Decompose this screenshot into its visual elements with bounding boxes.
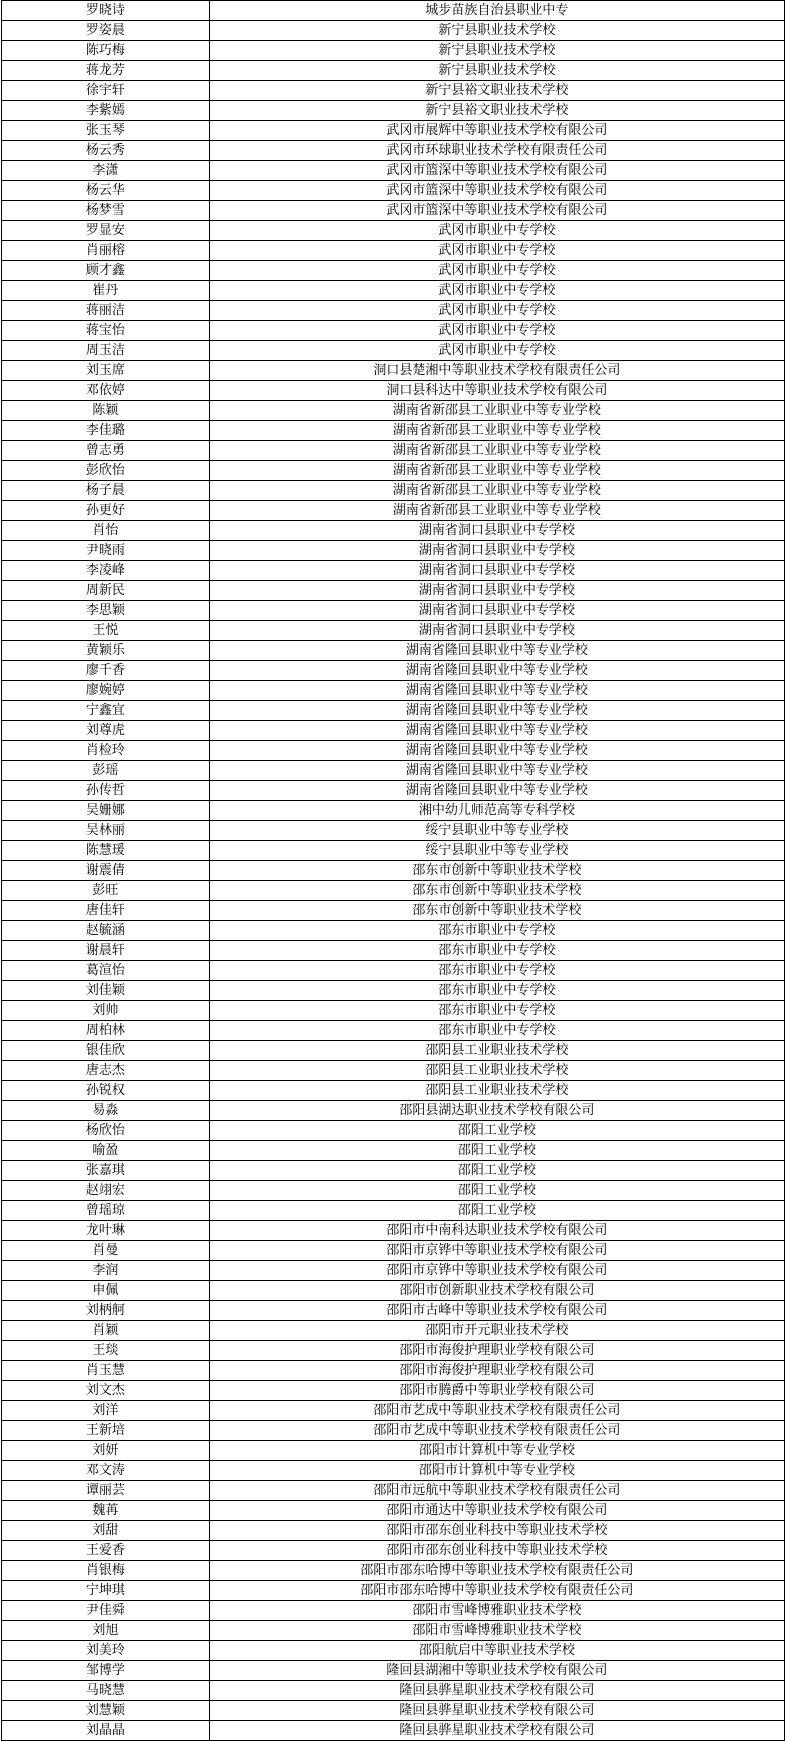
student-name-cell: 李紫嫣 <box>2 101 210 121</box>
table-row <box>2 1441 785 1461</box>
student-name-cell: 银佳欣 <box>2 1041 210 1061</box>
table-row <box>2 541 785 561</box>
table-row <box>2 1561 785 1581</box>
school-name-cell: 湖南省隆回县职业中等专业学校 <box>209 741 784 761</box>
student-name-cell: 孙传哲 <box>2 781 210 801</box>
school-name-cell: 隆回县骅星职业技术学校有限公司 <box>209 1681 784 1701</box>
table-row <box>2 1641 785 1661</box>
school-name-cell: 新宁县裕文职业技术学校 <box>209 101 784 121</box>
table-row <box>2 1701 785 1721</box>
table-row <box>2 301 785 321</box>
table-row <box>2 1401 785 1421</box>
school-name-cell: 湖南省洞口县职业中专学校 <box>209 521 784 541</box>
student-name-cell: 申佩 <box>2 1281 210 1301</box>
school-name-cell: 武冈市环球职业技术学校有限责任公司 <box>209 141 784 161</box>
school-name-cell: 绥宁县职业中等专业学校 <box>209 821 784 841</box>
school-name-cell: 隆回县湖湘中等职业技术学校有限公司 <box>209 1661 784 1681</box>
table-row <box>2 21 785 41</box>
student-name-cell: 邹博学 <box>2 1661 210 1681</box>
table-row <box>2 481 785 501</box>
student-name-cell: 宁坤琪 <box>2 1581 210 1601</box>
table-row <box>2 521 785 541</box>
school-name-cell: 湖南省隆回县职业中等专业学校 <box>209 701 784 721</box>
student-name-cell: 刘佳颖 <box>2 981 210 1001</box>
school-name-cell: 武冈市篮深中等职业技术学校有限公司 <box>209 161 784 181</box>
school-name-cell: 邵阳航启中等职业技术学校 <box>209 1641 784 1661</box>
school-name-cell: 新宁县裕文职业技术学校 <box>209 81 784 101</box>
student-name-cell: 赵翊宏 <box>2 1181 210 1201</box>
school-name-cell: 邵阳市邵东创业科技中等职业技术学校 <box>209 1521 784 1541</box>
student-name-cell: 杨云华 <box>2 181 210 201</box>
table-row <box>2 1081 785 1101</box>
student-name-cell: 顾才鑫 <box>2 261 210 281</box>
student-name-cell: 邓依婷 <box>2 381 210 401</box>
table-row <box>2 1341 785 1361</box>
student-name-cell: 周玉洁 <box>2 341 210 361</box>
school-name-cell: 邵阳县工业职业技术学校 <box>209 1081 784 1101</box>
table-row <box>2 121 785 141</box>
student-name-cell: 曾瑶琼 <box>2 1201 210 1221</box>
table-row <box>2 281 785 301</box>
school-name-cell: 邵东市创新中等职业技术学校 <box>209 861 784 881</box>
school-name-cell: 湖南省隆回县职业中等专业学校 <box>209 681 784 701</box>
table-row <box>2 421 785 441</box>
student-name-cell: 陈颖 <box>2 401 210 421</box>
student-name-cell: 廖婉婷 <box>2 681 210 701</box>
school-name-cell: 邵阳县工业职业技术学校 <box>209 1061 784 1081</box>
student-name-cell: 张嘉琪 <box>2 1161 210 1181</box>
table-row <box>2 1381 785 1401</box>
table-row <box>2 741 785 761</box>
student-name-cell: 王爱香 <box>2 1541 210 1561</box>
table-row <box>2 1581 785 1601</box>
school-name-cell: 武冈市职业中专学校 <box>209 281 784 301</box>
student-name-cell: 蒋丽洁 <box>2 301 210 321</box>
school-name-cell: 新宁县职业技术学校 <box>209 21 784 41</box>
table-row <box>2 841 785 861</box>
student-name-cell: 罗姿晨 <box>2 21 210 41</box>
student-name-cell: 王琰 <box>2 1341 210 1361</box>
student-name-cell: 罗显安 <box>2 221 210 241</box>
table-row <box>2 1061 785 1081</box>
table-row <box>2 1361 785 1381</box>
school-name-cell: 邵阳县湖达职业技术学校有限公司 <box>209 1101 784 1121</box>
school-name-cell: 邵阳市古峰中等职业技术学校有限公司 <box>209 1301 784 1321</box>
student-name-cell: 谢震倩 <box>2 861 210 881</box>
student-name-cell: 肖银梅 <box>2 1561 210 1581</box>
student-name-cell: 杨云秀 <box>2 141 210 161</box>
student-name-cell: 陈巧梅 <box>2 41 210 61</box>
student-name-cell: 周柏林 <box>2 1021 210 1041</box>
student-name-cell: 刘妍 <box>2 1441 210 1461</box>
school-name-cell: 湖南省洞口县职业中专学校 <box>209 601 784 621</box>
table-row <box>2 941 785 961</box>
school-name-cell: 新宁县职业技术学校 <box>209 41 784 61</box>
student-name-cell: 尹佳舜 <box>2 1601 210 1621</box>
table-row <box>2 1621 785 1641</box>
table-row <box>2 981 785 1001</box>
school-name-cell: 武冈市职业中专学校 <box>209 301 784 321</box>
table-row <box>2 1421 785 1441</box>
student-name-cell: 唐佳轩 <box>2 901 210 921</box>
table-row <box>2 921 785 941</box>
table-row <box>2 821 785 841</box>
school-name-cell: 邵东市职业中专学校 <box>209 1021 784 1041</box>
table-row <box>2 321 785 341</box>
school-name-cell: 武冈市展辉中等职业技术学校有限公司 <box>209 121 784 141</box>
table-row <box>2 1181 785 1201</box>
student-name-cell: 王新培 <box>2 1421 210 1441</box>
table-row <box>2 101 785 121</box>
table-row <box>2 661 785 681</box>
school-name-cell: 邵阳市远航中等职业技术学校有限责任公司 <box>209 1481 784 1501</box>
school-name-cell: 邵阳市海俊护理职业学校有限公司 <box>209 1361 784 1381</box>
table-row <box>2 361 785 381</box>
school-name-cell: 邵阳市邵东哈博中等职业技术学校有限责任公司 <box>209 1561 784 1581</box>
table-row <box>2 1521 785 1541</box>
school-name-cell: 邵阳工业学校 <box>209 1161 784 1181</box>
table-row <box>2 1661 785 1681</box>
table-row <box>2 721 785 741</box>
table-row <box>2 961 785 981</box>
school-name-cell: 湖南省新邵县工业职业中等专业学校 <box>209 401 784 421</box>
school-name-cell: 湖南省新邵县工业职业中等专业学校 <box>209 461 784 481</box>
student-name-cell: 肖颖 <box>2 1321 210 1341</box>
school-name-cell: 武冈市职业中专学校 <box>209 321 784 341</box>
table-row <box>2 381 785 401</box>
student-name-cell: 黄颖乐 <box>2 641 210 661</box>
school-name-cell: 邵阳市海俊护理职业学校有限公司 <box>209 1341 784 1361</box>
school-name-cell: 武冈市职业中专学校 <box>209 221 784 241</box>
table-row <box>2 1001 785 1021</box>
school-name-cell: 湖南省隆回县职业中等专业学校 <box>209 781 784 801</box>
school-name-cell: 邵东市职业中专学校 <box>209 921 784 941</box>
student-name-cell: 龙叶琳 <box>2 1221 210 1241</box>
school-name-cell: 新宁县职业技术学校 <box>209 61 784 81</box>
school-name-cell: 邵东市创新中等职业技术学校 <box>209 881 784 901</box>
school-name-cell: 湖南省洞口县职业中专学校 <box>209 561 784 581</box>
student-name-cell: 杨梦雪 <box>2 201 210 221</box>
table-row <box>2 601 785 621</box>
table-row <box>2 141 785 161</box>
table-row <box>2 1541 785 1561</box>
table-row <box>2 901 785 921</box>
school-name-cell: 邵阳市艺成中等职业技术学校有限责任公司 <box>209 1401 784 1421</box>
school-name-cell: 邵阳市开元职业技术学校 <box>209 1321 784 1341</box>
school-name-cell: 邵东市职业中专学校 <box>209 981 784 1001</box>
student-name-cell: 刘帅 <box>2 1001 210 1021</box>
table-row <box>2 461 785 481</box>
school-name-cell: 武冈市职业中专学校 <box>209 241 784 261</box>
school-name-cell: 湖南省洞口县职业中专学校 <box>209 581 784 601</box>
school-name-cell: 湖南省洞口县职业中专学校 <box>209 621 784 641</box>
table-row <box>2 581 785 601</box>
student-name-cell: 吴林丽 <box>2 821 210 841</box>
student-name-cell: 张玉琴 <box>2 121 210 141</box>
school-name-cell: 邵阳市腾爵中等职业学校有限公司 <box>209 1381 784 1401</box>
student-name-cell: 唐志杰 <box>2 1061 210 1081</box>
table-row <box>2 881 785 901</box>
school-name-cell: 湘中幼儿师范高等专科学校 <box>209 801 784 821</box>
student-name-cell: 尹晓雨 <box>2 541 210 561</box>
table-row <box>2 1501 785 1521</box>
student-name-cell: 蒋宝怡 <box>2 321 210 341</box>
school-name-cell: 湖南省洞口县职业中专学校 <box>209 541 784 561</box>
table-row <box>2 1201 785 1221</box>
table-row <box>2 1681 785 1701</box>
school-name-cell: 邵阳工业学校 <box>209 1121 784 1141</box>
student-name-cell: 崔丹 <box>2 281 210 301</box>
table-row <box>2 1301 785 1321</box>
school-name-cell: 洞口县楚湘中等职业技术学校有限责任公司 <box>209 361 784 381</box>
student-name-cell: 李凌峰 <box>2 561 210 581</box>
school-name-cell: 湖南省新邵县工业职业中等专业学校 <box>209 501 784 521</box>
school-name-cell: 隆回县骅星职业技术学校有限公司 <box>209 1701 784 1721</box>
table-row <box>2 1241 785 1261</box>
table-row <box>2 681 785 701</box>
student-name-cell: 李思颖 <box>2 601 210 621</box>
table-row <box>2 1141 785 1161</box>
school-name-cell: 湖南省隆回县职业中等专业学校 <box>209 661 784 681</box>
student-name-cell: 刘旭 <box>2 1621 210 1641</box>
table-row <box>2 1721 785 1741</box>
student-name-cell: 赵毓涵 <box>2 921 210 941</box>
school-name-cell: 城步苗族自治县职业中专 <box>209 1 784 21</box>
student-name-cell: 彭旺 <box>2 881 210 901</box>
table-row <box>2 801 785 821</box>
student-name-cell: 廖千香 <box>2 661 210 681</box>
school-name-cell: 邵阳县工业职业技术学校 <box>209 1041 784 1061</box>
table-row <box>2 1101 785 1121</box>
school-name-cell: 武冈市职业中专学校 <box>209 261 784 281</box>
student-name-cell: 杨子晨 <box>2 481 210 501</box>
student-name-cell: 孙锐权 <box>2 1081 210 1101</box>
school-name-cell: 邵阳工业学校 <box>209 1141 784 1161</box>
table-row <box>2 1041 785 1061</box>
student-name-cell: 徐宇轩 <box>2 81 210 101</box>
table-row <box>2 621 785 641</box>
school-name-cell: 湖南省新邵县工业职业中等专业学校 <box>209 421 784 441</box>
school-name-cell: 邵阳市创新职业技术学校有限公司 <box>209 1281 784 1301</box>
student-name-cell: 宁鑫宜 <box>2 701 210 721</box>
school-name-cell: 邵东市职业中专学校 <box>209 941 784 961</box>
table-row <box>2 1261 785 1281</box>
student-name-cell: 肖丽榕 <box>2 241 210 261</box>
student-name-cell: 李佳璐 <box>2 421 210 441</box>
school-name-cell: 武冈市篮深中等职业技术学校有限公司 <box>209 181 784 201</box>
table-row <box>2 201 785 221</box>
student-name-cell: 谢晨轩 <box>2 941 210 961</box>
student-name-cell: 肖怡 <box>2 521 210 541</box>
school-name-cell: 邵东市职业中专学校 <box>209 961 784 981</box>
school-name-cell: 邵阳市计算机中等专业学校 <box>209 1461 784 1481</box>
student-name-cell: 魏苒 <box>2 1501 210 1521</box>
table-row <box>2 221 785 241</box>
table-row <box>2 61 785 81</box>
school-name-cell: 邵阳市雪峰博雅职业技术学校 <box>209 1621 784 1641</box>
school-name-cell: 邵阳市艺成中等职业技术学校有限责任公司 <box>209 1421 784 1441</box>
student-name-cell: 周新民 <box>2 581 210 601</box>
school-name-cell: 邵东市职业中专学校 <box>209 1001 784 1021</box>
student-name-cell: 谭丽芸 <box>2 1481 210 1501</box>
school-name-cell: 邵阳市京铧中等职业技术学校有限公司 <box>209 1241 784 1261</box>
student-name-cell: 曾志勇 <box>2 441 210 461</box>
table-row <box>2 701 785 721</box>
table-row <box>2 181 785 201</box>
student-name-cell: 马晓慧 <box>2 1681 210 1701</box>
student-name-cell: 李润 <box>2 1261 210 1281</box>
student-name-cell: 蒋龙芳 <box>2 61 210 81</box>
student-name-cell: 王悦 <box>2 621 210 641</box>
student-name-cell: 刘慧颖 <box>2 1701 210 1721</box>
table-row <box>2 561 785 581</box>
table-row <box>2 861 785 881</box>
student-name-cell: 杨欣怡 <box>2 1121 210 1141</box>
student-name-cell: 刘柄舸 <box>2 1301 210 1321</box>
student-name-cell: 彭瑶 <box>2 761 210 781</box>
school-name-cell: 湖南省隆回县职业中等专业学校 <box>209 761 784 781</box>
table-row <box>2 641 785 661</box>
table-row <box>2 441 785 461</box>
student-name-cell: 肖玉慧 <box>2 1361 210 1381</box>
roster-body <box>2 1 785 1741</box>
table-row <box>2 1601 785 1621</box>
school-name-cell: 邵阳工业学校 <box>209 1181 784 1201</box>
table-row <box>2 1 785 21</box>
school-name-cell: 邵阳市京铧中等职业技术学校有限公司 <box>209 1261 784 1281</box>
table-row <box>2 1481 785 1501</box>
table-row <box>2 1461 785 1481</box>
student-name-cell: 葛渲怡 <box>2 961 210 981</box>
table-row <box>2 761 785 781</box>
student-name-cell: 喻盈 <box>2 1141 210 1161</box>
table-row <box>2 341 785 361</box>
student-name-cell: 刘玉席 <box>2 361 210 381</box>
school-name-cell: 湖南省隆回县职业中等专业学校 <box>209 721 784 741</box>
table-row <box>2 41 785 61</box>
school-name-cell: 邵阳市邵东哈博中等职业技术学校有限责任公司 <box>209 1581 784 1601</box>
table-row <box>2 1281 785 1301</box>
student-name-cell: 肖曼 <box>2 1241 210 1261</box>
student-name-cell: 吴姗娜 <box>2 801 210 821</box>
student-name-cell: 罗晓诗 <box>2 1 210 21</box>
table-row <box>2 261 785 281</box>
student-name-cell: 陈慧瑗 <box>2 841 210 861</box>
student-name-cell: 刘晶晶 <box>2 1721 210 1741</box>
student-name-cell: 刘尊虎 <box>2 721 210 741</box>
student-name-cell: 刘文杰 <box>2 1381 210 1401</box>
table-row <box>2 781 785 801</box>
table-row <box>2 1021 785 1041</box>
school-name-cell: 隆回县骅星职业技术学校有限公司 <box>209 1721 784 1741</box>
school-name-cell: 绥宁县职业中等专业学校 <box>209 841 784 861</box>
school-name-cell: 邵阳市中南科达职业技术学校有限公司 <box>209 1221 784 1241</box>
table-row <box>2 501 785 521</box>
table-row <box>2 1221 785 1241</box>
student-name-cell: 刘美玲 <box>2 1641 210 1661</box>
school-name-cell: 邵阳市邵东创业科技中等职业技术学校 <box>209 1541 784 1561</box>
student-name-cell: 李潇 <box>2 161 210 181</box>
table-row <box>2 241 785 261</box>
school-name-cell: 邵阳市通达中等职业技术学校有限公司 <box>209 1501 784 1521</box>
student-name-cell: 易淼 <box>2 1101 210 1121</box>
student-name-cell: 刘甜 <box>2 1521 210 1541</box>
student-name-cell: 邓文涛 <box>2 1461 210 1481</box>
student-name-cell: 刘洋 <box>2 1401 210 1421</box>
table-row <box>2 401 785 421</box>
table-row <box>2 1321 785 1341</box>
school-name-cell: 湖南省新邵县工业职业中等专业学校 <box>209 481 784 501</box>
student-name-cell: 孙更好 <box>2 501 210 521</box>
school-name-cell: 武冈市职业中专学校 <box>209 341 784 361</box>
school-name-cell: 邵阳市雪峰博雅职业技术学校 <box>209 1601 784 1621</box>
roster-table <box>1 0 785 1741</box>
student-name-cell: 彭欣怡 <box>2 461 210 481</box>
table-row <box>2 1121 785 1141</box>
school-name-cell: 湖南省隆回县职业中等专业学校 <box>209 641 784 661</box>
school-name-cell: 邵东市创新中等职业技术学校 <box>209 901 784 921</box>
school-name-cell: 武冈市篮深中等职业技术学校有限公司 <box>209 201 784 221</box>
table-row <box>2 161 785 181</box>
school-name-cell: 邵阳工业学校 <box>209 1201 784 1221</box>
table-row <box>2 81 785 101</box>
school-name-cell: 邵阳市计算机中等专业学校 <box>209 1441 784 1461</box>
table-row <box>2 1161 785 1181</box>
student-name-cell: 肖检玲 <box>2 741 210 761</box>
school-name-cell: 洞口县科达中等职业技术学校有限公司 <box>209 381 784 401</box>
school-name-cell: 湖南省新邵县工业职业中等专业学校 <box>209 441 784 461</box>
